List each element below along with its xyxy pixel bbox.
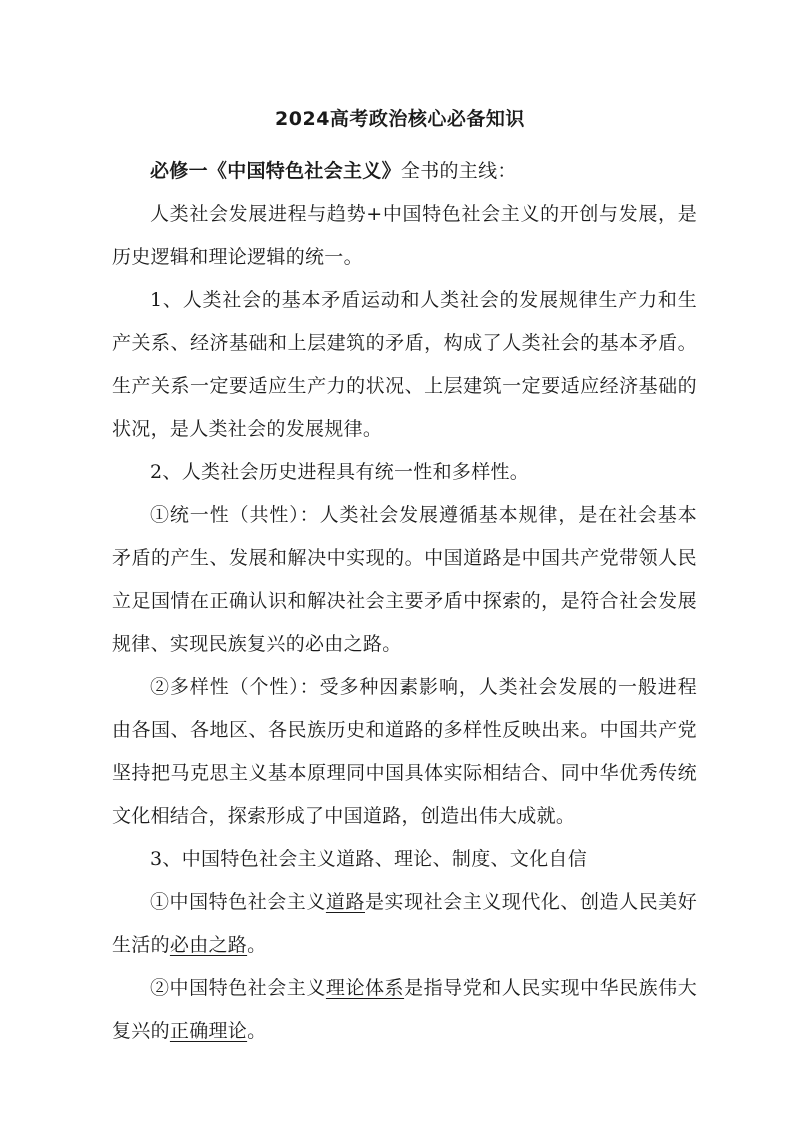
paragraph-section-1: 1、人类社会的基本矛盾运动和人类社会的发展规律生产力和生产关系、经济基础和上层建筑的矛盾，构成了人类社会的基本矛盾。生产关系一定要适应生产力的状况、上层建筑一定要适应经济基础的状况，是人类社会的发展规律。 [112,289,697,440]
paragraph-intro: 人类社会发展进程与趋势+中国特色社会主义的开创与发展，是历史逻辑和理论逻辑的统一。 [112,203,697,268]
point-road-underline-2: 必由之路 [169,934,248,956]
paragraph-unity: ①统一性（共性）：人类社会发展遵循基本规律，是在社会基本矛盾的产生、发展和解决中实现的。中国道路是中国共产党带领人民立足国情在正确认识和解决社会主要矛盾中探索的，是符合社会发展规律、实现民族复兴的必由之路。 [112,504,697,655]
document-body [112,150,697,1053]
paragraph-section-2: 2、人类社会历史进程具有统一性和多样性。 [150,461,530,483]
point-road-text-a: ①中国特色社会主义 [150,891,326,913]
subtitle-bold: 必修一《中国特色社会主义》 [150,160,401,182]
point-theory-underline-1: 理论体系 [325,977,405,999]
document-title: 2024高考政治核心必备知识 [275,108,525,130]
subtitle-rest: 全书的主线： [400,160,517,182]
paragraph-point-road [112,881,697,967]
point-road-text-b: 是实现社会主义现代化、创造人民美好生活的 [112,891,697,956]
point-road-underline-1: 道路 [325,891,365,913]
point-road-text-c: 。 [247,934,267,956]
point-theory-text-a: ②中国特色社会主义 [150,977,326,999]
point-theory-text-b: 是指导党和人民实现中华民族伟大复兴的 [112,977,698,1042]
point-theory-underline-2: 正确理论 [169,1020,248,1042]
subtitle [112,150,697,193]
paragraph-section-3: 3、中国特色社会主义道路、理论、制度、文化自信 [150,848,587,870]
paragraph-diversity: ②多样性（个性）：受多种因素影响，人类社会发展的一般进程由各国、各地区、各民族历史和道路的多样性反映出来。中国共产党坚持把马克思主义基本原理同中国具体实际相结合、同中华优秀传统文化相结合，探索形成了中国道路，创造出伟大成就。 [112,676,697,827]
point-theory-text-c: 。 [247,1020,267,1042]
paragraph-point-theory [112,967,697,1053]
